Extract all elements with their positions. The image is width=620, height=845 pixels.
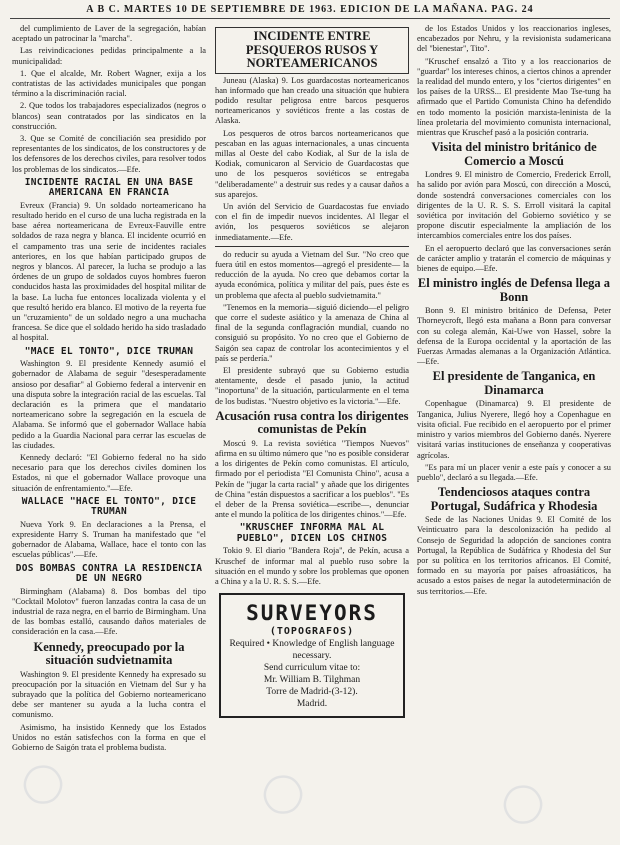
headline-kruschef: "KRUSCHEF INFORMA MAL AL PUEBLO", DICEN LOS CHINOS	[236, 522, 388, 544]
paragraph: Sede de las Naciones Unidas 9. El Comité de los Veinticuatro para la descolonización ha pedido al Consejo de Seguridad la adopción de sanciones contra Portugal, la República de Sudáfrica y Rhodesia del Sur por su política en los territorios africanos. El Comité, formado en su mayoría por países afroasiáticos, ha acusado a estos países de negar la autodeterminación de sus territorios.—Efe.	[417, 515, 611, 596]
ad-line: Mr. William B. Tilghman	[263, 675, 361, 686]
page-header: A B C. MARTES 10 DE SEPTIEMBRE DE 1963. EDICION DE LA MAÑANA. PAG. 24	[10, 4, 610, 19]
column-2	[215, 24, 409, 836]
paragraph: Londres 9. El ministro de Comercio, Frederick Erroll, ha salido por avión para Moscú, con dirección a Moscú, donde sostendrá conversaciones comerciales con los dirigentes de la U. R. S. S. Erroll visitará la capital soviética por invitación del Gobierno soviético y se propone discutir especialmente la ampliación de los intercambios comerciales entre los dos países.	[417, 170, 611, 241]
headline-kennedy: Kennedy, preocupado por la situación sudvietnamita	[33, 639, 185, 668]
headline-acusacion-rusa: Acusación rusa contra los dirigentes comunistas de Pekín	[215, 408, 409, 437]
paragraph: Asimismo, ha insistido Kennedy que los Estados Unidos no están satisfechos con la forma en que el Gobierno de Saigón trata el problema budista.	[12, 722, 206, 753]
paragraph: El presidente subrayó que su Gobierno estudia atentamente, desde el pasado junio, la actitud "inoportuna" de la situación, particularmente en el tema de los budistas. "Nuestro objetivo es la victoria."—Efe.	[215, 365, 409, 406]
paragraph: de los Estados Unidos y los reaccionarios ingleses, encabezados por Nehru, y la revisionista sudamericana del "bienestar", Tito".	[417, 24, 611, 54]
watermark: ◯	[491, 771, 552, 833]
paragraph: Evreux (Francia) 9. Un soldado norteamericano ha resultado herido en el curso de una lucha registrada en la base aérea norteamericana de Evreux-Fauville entre soldados de raza negra y blanca. El incidente ocurrió en el campamento tras una serie de incidentes raciales anteriores, en los que habían participado grupos de negros y blancos. Al parecer, la lucha se produjo a las órdenes de un grupo de soldados cuyos hombres fueron conducidos hasta las proximidades del hospital militar de la base. La lucha fue entonces localizada violenta y el que resultó herido era blanco. El motivo de la reyerta fue un "cruzamiento" de un soldado negro a una muchacha francesa. Se dice que el soldado herido ha sido trasladado al hospital.	[12, 200, 206, 343]
headline-tanganica: El presidente de Tanganica, en Dinamarca	[432, 369, 596, 397]
ad-line: Send curriculum vitae to:	[263, 663, 361, 674]
divider	[215, 246, 409, 247]
paragraph: del cumplimiento de Laver de la segregación, habían aceptado un patrocinar la "marcha".	[12, 24, 206, 44]
article-intro	[12, 24, 206, 175]
column-1	[12, 24, 206, 836]
paragraph: do reducir su ayuda a Vietnam del Sur. "No creo que fuera útil en estos momentos—agregó el presidente— la reducción de la ayuda. No creo que debamos cortar la ayuda económica, política y militar del país, pues éste es un problema que afecta al pueblo sudvietnamita."	[215, 249, 409, 300]
paragraph: Washington 9. El presidente Kennedy asumió el gobernador de Alabama de seguir "desesperadamente ansioso por desafiar" al Gobierno federal a intervenir en una disputa sobre la integración racial de las escuelas. Tal declaración es la primera que el mandatario norteamericano sobre la segregación en la escuela de Alabama. Se informó que el gobernador Wallace había pedido a la Guardia Nacional para cerrar las escuelas de las ciudades.	[12, 359, 206, 450]
ad-title: SURVEYORS	[246, 601, 378, 626]
headline-pesqueros: INCIDENTE ENTRE PESQUEROS RUSOS Y NORTEAMERICANOS	[215, 27, 409, 74]
advertisement-surveyors	[219, 593, 405, 718]
paragraph: Kennedy declaró: "El Gobierno federal no ha sido necesario para que los derechos civiles dominen los Estados, ni que el gobernador Wallace provoque una situación de enfrentamiento."—Efe.	[12, 453, 206, 493]
paragraph: En el aeropuerto declaró que las conversaciones serán de carácter amplio y tratarán el comercio de máquinas y bienes de equipo.—Efe.	[417, 243, 611, 274]
paragraph: "Tenemos en la memoria—siguió diciendo—el peligro que corre el sudeste asiático y la amenaza de China al final de la segunda conflagración mundial, cuando no consiguió su propósito. Yo no creo que el Gobierno de Saigón sea capaz de controlar los acontecimientos y el país se perdería."	[215, 302, 409, 363]
paragraph: Moscú 9. La revista soviética "Tiempos Nuevos" afirma en su último número que "no es posible considerar a los dirigentes de Pekín como comunistas. El artículo, firmado por el periodista "El Comunista Chino", acusa a Pekín de "jugar la carta racial" y añade que los dirigentes de China "están dispuestos a sacrificar a los pueblos". "Es el deber de la Prensa soviética—escribe—, denunciar ante el mundo la política de los dirigentes chinos."—Efe.	[215, 438, 409, 520]
paragraph: Birmingham (Alabama) 8. Dos bombas del tipo "Cocktail Molotov" fueron lanzadas contra la casa de un industrial de raza negra, en el barrio de Birmingham. Una de las bombas estalló, causando daños materiales de consideración en la casa.—Efe.	[12, 586, 206, 637]
ad-line: Torre de Madrid-(3-12).	[266, 687, 358, 698]
headline-wallace: WALLACE "HACE EL TONTO", DICE TRUMAN	[21, 495, 197, 518]
paragraph: 2. Que todos los trabajadores especializados (negros o blancos) sean contratados por las sindicatos en la construcción.	[12, 101, 206, 131]
paragraph: Los pesqueros de otros barcos norteamericanos que pescaban en las aguas internacionales, a unas cincuenta millas al Oeste del cabo Kodiak, al Sur de la isla de Kodiak, comunicaron al Servicio de Guardacostas que uno de los pesqueros soviéticos se entregaba "deliberadamente" a destruir sus redes y a causar daños a sus aparejos.	[215, 128, 409, 199]
paragraph: Copenhague (Dinamarca) 9. El presidente de Tanganica, Julius Nyerere, llegó hoy a Copenhague en visita oficial. Fue recibido en el aeropuerto por el primer ministro y varios miembros del Gobierno danés. Nyerere visitará varias instituciones de enseñanza y cooperativas agrícolas.	[417, 399, 611, 460]
paragraph: 1. Que el alcalde, Mr. Robert Wagner, exija a los contratistas de las actividades municipales que pongan término a la discriminación racial.	[12, 68, 206, 99]
paragraph: "Es para mí un placer venir a este país y conocer a su pueblo", declaró a su llegada.—Efe.	[417, 462, 611, 482]
column-3	[417, 24, 611, 836]
paragraph: Juneau (Alaska) 9. Los guardacostas norteamericanos han informado que han creado una situación que hubiera podido resultar peligrosa entre barcos pesqueros norteamericanos y soviéticos frente a las costas de Alaska.	[215, 75, 409, 126]
headline-truman: "MACE EL TONTO", DICE TRUMAN	[24, 345, 194, 357]
watermark: ◯	[251, 761, 312, 823]
ad-subtitle: (TOPOGRAFOS)	[269, 626, 355, 638]
paragraph: 3. Que se Comité de conciliación sea presidido por representantes de los sindicatos, de los constructores y de los defensores de los derechos civiles, para resolver todos los problemas de los sindicatos.—Efe.	[12, 134, 206, 174]
paragraph: Las reivindicaciones pedidas principalmente a la municipalidad:	[12, 46, 206, 66]
headline-incidente-racial: INCIDENTE RACIAL EN UNA BASE AMERICANA EN FRANCIA	[24, 176, 194, 199]
paragraph: Washington 9. El presidente Kennedy ha expresado su preocupación por la situación en Vietnam del Sur y ha subrayado que la política del Gobierno norteamericano debe ser mantener su ayuda a la lucha contra el comunismo.	[12, 669, 206, 720]
paragraph: Nueva York 9. En declaraciones a la Prensa, el expresidente Harry S. Truman ha manifestado que "el gobernador de Alabama, Wallace, hace el tonto con las escuelas públicas".—Efe.	[12, 519, 206, 560]
headline-ministro-britanico: Visita del ministro británico de Comercio a Moscú	[431, 140, 597, 168]
headline-ministro-defensa: El ministro inglés de Defensa llega a Bonn	[417, 276, 611, 304]
ad-line: Madrid.	[296, 699, 328, 710]
ad-line: Required • Knowledge of English language necessary.	[229, 639, 395, 662]
paragraph: Bonn 9. El ministro británico de Defensa, Peter Thorneycroft, llegó esta mañana a Bonn para conversar con su colega alemán, Kai-Uwe von Hassel, sobre la defensa de la Europa occidental y la aportación de las Fuerzas Armadas alemanas a la Organización Atlántica.—Efe.	[417, 306, 611, 367]
headline-ataques-portugal: Tendenciosos ataques contra Portugal, Sudáfrica y Rhodesia	[430, 485, 598, 513]
headline-bombas: DOS BOMBAS CONTRA LA RESIDENCIA DE UN NEGRO	[15, 562, 203, 585]
watermark: ◯	[11, 751, 72, 813]
paragraph: Tokio 9. El diario "Bandera Roja", de Pekín, acusa a Kruschef de informar mal al pueblo ruso sobre la situación en el mundo y sobre los problemas que oponen a China y a la U. R. S. S.—Efe.	[215, 546, 409, 587]
paragraph: Un avión del Servicio de Guardacostas fue enviado con el fin de impedir nuevos incidentes. Al llegar el avión, los pesqueros soviéticos se alejaron inmediatamente.—Efe.	[215, 201, 409, 242]
paragraph: "Kruschef ensalzó a Tito y a los reaccionarios de "guardar" los intereses chinos, a ciertos chinos a aprender la realidad del mundo entero, y los "ciertos dirigentes" en los países de la URSS... El presidente Mao Tse-tung ha afirmado que el Partido Comunista Chino ha defendido en todo momento la posición marxista-leninista de la línea proletaria del movimiento comunista internacional, mientras que Kruschef pasó a la posición contraria.	[417, 56, 611, 138]
